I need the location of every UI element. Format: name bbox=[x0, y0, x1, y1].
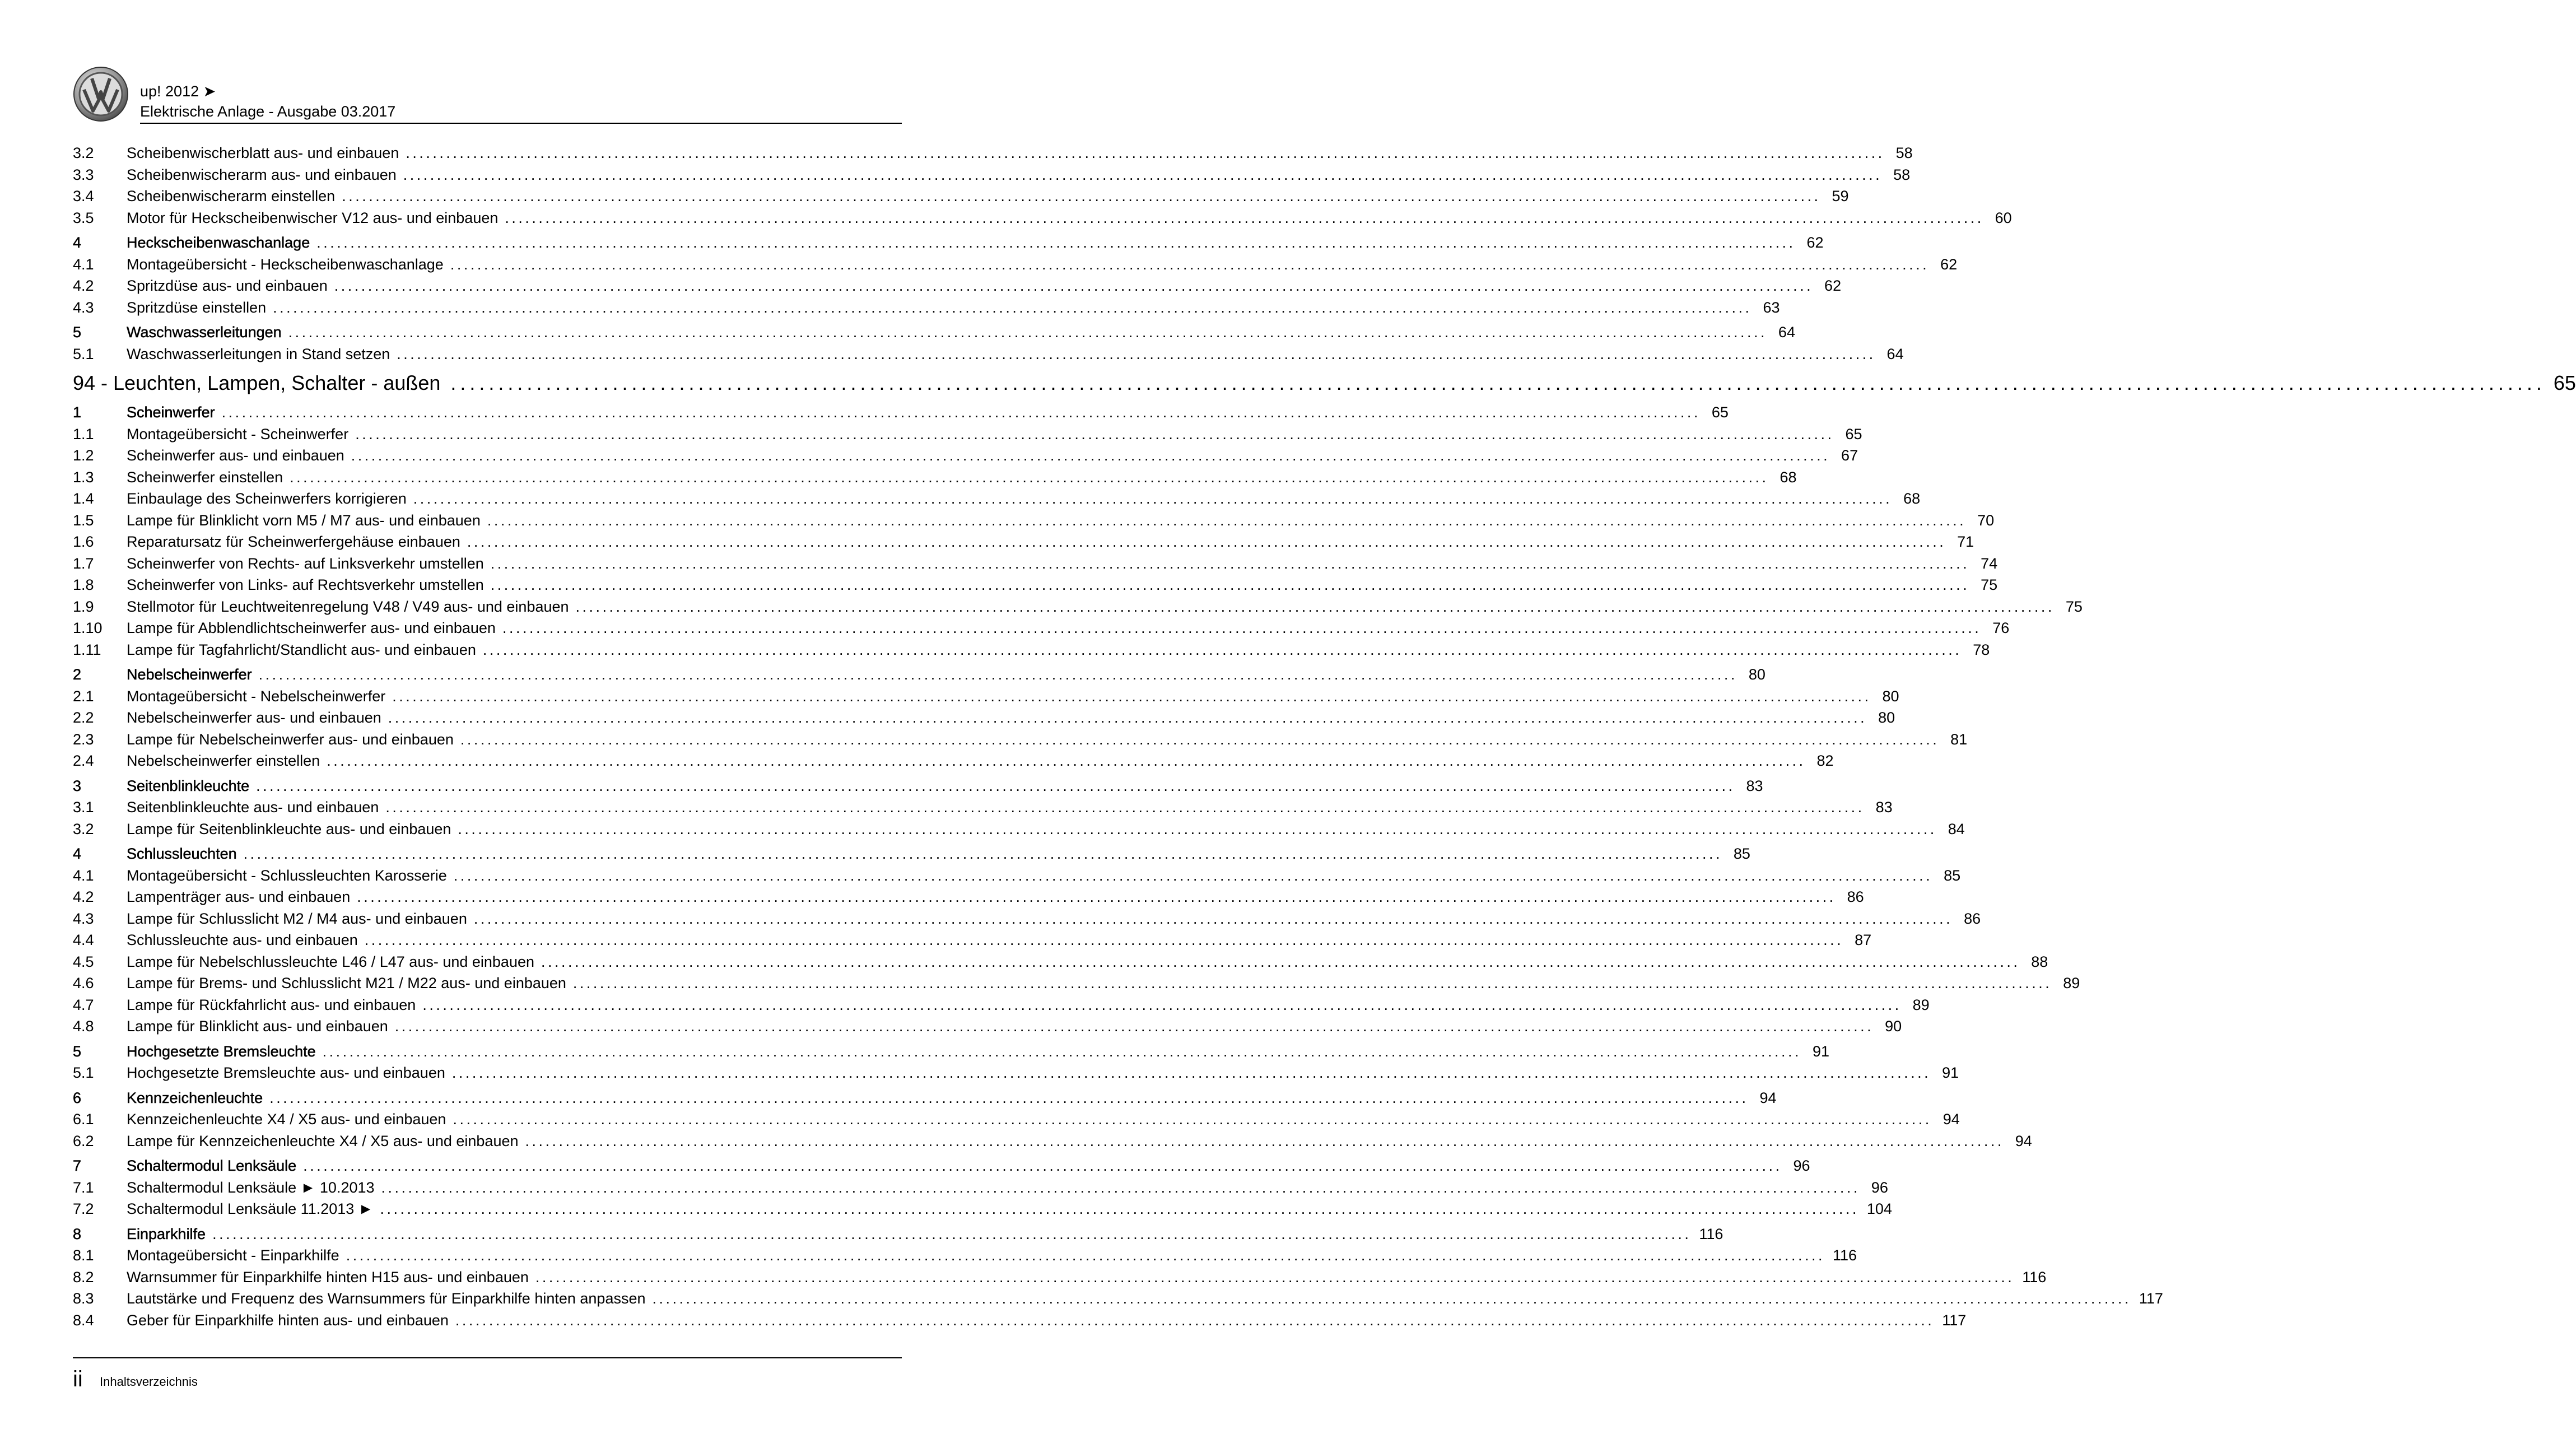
dot-leader: ............................................................................................................................................................................................................................ bbox=[273, 299, 1752, 316]
toc-entry[interactable] bbox=[73, 1268, 2047, 1291]
toc-entry-page: 85 bbox=[1944, 867, 1961, 884]
toc-entry-number: 6 bbox=[73, 1089, 82, 1106]
toc-entry-number: 8.2 bbox=[73, 1268, 94, 1286]
toc-entry-title: Lampe für Blinklicht aus- und einbauen bbox=[127, 1018, 388, 1035]
toc-entry-number: 4.5 bbox=[73, 953, 94, 970]
toc-entry-number: 4.2 bbox=[73, 277, 94, 294]
toc-entry-number: 5 bbox=[73, 1042, 82, 1060]
toc-entry-title: Hochgesetzte Bremsleuchte bbox=[127, 1042, 316, 1060]
dot-leader: ............................................................................................................................................................................................................................ bbox=[490, 555, 1970, 572]
toc-entry-page: 94 bbox=[1943, 1111, 1960, 1128]
toc-entry[interactable] bbox=[73, 996, 1930, 1018]
toc-entry-title: Heckscheibenwaschanlage bbox=[127, 234, 310, 251]
dot-leader: ............................................................................................................................................................................................................................ bbox=[406, 145, 1885, 161]
page-header bbox=[73, 66, 902, 122]
toc-entry[interactable] bbox=[73, 555, 1998, 577]
toc-entry[interactable] bbox=[73, 752, 1834, 774]
toc-entry-page: 117 bbox=[2139, 1290, 2163, 1307]
toc-entry-title: Scheibenwischerarm aus- und einbauen bbox=[127, 166, 397, 183]
toc-entry-title: Montageübersicht - Schlussleuchten Karosserie bbox=[127, 867, 447, 884]
dot-leader: ............................................................................................................................................................................................................................ bbox=[327, 752, 1806, 769]
toc-entry-title: Schlussleuchte aus- und einbauen bbox=[127, 932, 358, 948]
toc-entry[interactable] bbox=[73, 687, 1899, 710]
toc-entry[interactable] bbox=[73, 166, 1911, 188]
toc-entry[interactable] bbox=[73, 468, 1797, 491]
dot-leader: ............................................................................................................................................................................................................................ bbox=[490, 576, 1970, 593]
toc-entry-number: 5 bbox=[73, 324, 82, 341]
toc-entry-page: 91 bbox=[1942, 1064, 1959, 1081]
toc-entry[interactable] bbox=[73, 910, 1981, 932]
toc-entry-page: 64 bbox=[1886, 345, 1904, 362]
toc-entry-page: 62 bbox=[1806, 234, 1824, 251]
toc-section[interactable] bbox=[73, 324, 1795, 346]
toc-entry[interactable] bbox=[73, 447, 1858, 469]
toc-entry-title: Einbaulage des Scheinwerfers korrigieren bbox=[127, 490, 407, 507]
dot-leader: ............................................................................................................................................................................................................................ bbox=[450, 255, 1930, 273]
toc-entry-number: 1.10 bbox=[73, 620, 103, 636]
toc-section[interactable] bbox=[73, 1157, 1810, 1179]
dot-leader: ............................................................................................................................................................................................................................ bbox=[388, 709, 1867, 726]
toc-entry-number: 4 bbox=[73, 845, 82, 862]
toc-entry-page: 96 bbox=[1871, 1179, 1888, 1196]
toc-entry-title: Kennzeichenleuchte X4 / X5 aus- und einbauen bbox=[127, 1111, 446, 1128]
toc-entry[interactable] bbox=[73, 1179, 1888, 1201]
toc-entry[interactable] bbox=[73, 533, 1974, 555]
toc-entry-number: 2.3 bbox=[73, 730, 94, 748]
header-model: up! 2012 ➤ bbox=[140, 83, 216, 100]
toc-entry[interactable] bbox=[73, 799, 1893, 821]
toc-entry[interactable] bbox=[73, 641, 1990, 663]
toc-entry-title: Nebelscheinwerfer aus- und einbauen bbox=[127, 709, 381, 726]
toc-entry-number: 3.3 bbox=[73, 166, 94, 183]
toc-entry-number: 4.2 bbox=[73, 888, 94, 905]
toc-section[interactable] bbox=[73, 234, 1824, 256]
toc-entry-number: 3 bbox=[73, 777, 82, 794]
dot-leader: ............................................................................................................................................................................................................................ bbox=[453, 867, 1933, 884]
dot-leader: ............................................................................................................................................................................................................................ bbox=[392, 687, 1871, 705]
toc-entry[interactable] bbox=[73, 255, 1958, 278]
toc-entry-page: 59 bbox=[1832, 188, 1849, 204]
toc-entry-title: Waschwasserleitungen in Stand setzen bbox=[127, 345, 390, 362]
toc-entry[interactable] bbox=[73, 975, 2080, 997]
toc-entry-page: 116 bbox=[1699, 1225, 1723, 1242]
table-of-contents bbox=[73, 145, 2576, 1333]
toc-entry-title: Scheinwerfer bbox=[127, 404, 215, 421]
toc-section[interactable] bbox=[73, 1089, 1777, 1111]
dot-leader: ............................................................................................................................................................................................................................ bbox=[473, 910, 1953, 927]
toc-entry-page: 80 bbox=[1748, 666, 1766, 683]
toc-entry-page: 58 bbox=[1895, 145, 1913, 161]
toc-entry-number: 1.8 bbox=[73, 576, 94, 593]
toc-entry[interactable] bbox=[73, 1247, 1857, 1269]
toc-entry-page: 87 bbox=[1855, 932, 1872, 948]
toc-entry-number: 8 bbox=[73, 1225, 82, 1242]
toc-entry-title: Hochgesetzte Bremsleuchte aus- und einbauen bbox=[127, 1064, 445, 1081]
toc-entry-page: 67 bbox=[1841, 447, 1858, 464]
toc-entry-page: 94 bbox=[2015, 1132, 2032, 1149]
toc-entry-page: 83 bbox=[1875, 799, 1893, 816]
toc-section[interactable] bbox=[73, 845, 1750, 867]
toc-entry[interactable] bbox=[73, 425, 1862, 448]
toc-entry-title: Scheibenwischerarm einstellen bbox=[127, 188, 336, 204]
header-divider bbox=[140, 123, 902, 124]
dot-leader: ............................................................................................................................................................................................................................ bbox=[258, 666, 1737, 683]
toc-entry-number: 1.9 bbox=[73, 598, 94, 615]
dot-leader: ............................................................................................................................................................................................................................ bbox=[525, 1132, 2004, 1149]
toc-entry-title: Lampe für Tagfahrlicht/Standlicht aus- und einbauen bbox=[127, 641, 476, 658]
toc-entry-title: Schaltermodul Lenksäule bbox=[127, 1157, 297, 1174]
toc-entry-number: 4.1 bbox=[73, 255, 94, 273]
toc-entry[interactable] bbox=[73, 1311, 1967, 1334]
dot-leader: ............................................................................................................................................................................................................................ bbox=[364, 932, 1844, 948]
toc-entry-page: 80 bbox=[1878, 709, 1895, 726]
toc-entry-title: Lampe für Seitenblinkleuchte aus- und einbauen bbox=[127, 820, 451, 837]
toc-entry-title: Lampe für Blinklicht vorn M5 / M7 aus- und einbauen bbox=[127, 511, 481, 529]
dot-leader: ............................................................................................................................................................................................................................ bbox=[221, 404, 1701, 421]
footer-divider bbox=[73, 1357, 902, 1358]
dot-leader: ............................................................................................................................................................................................................................ bbox=[269, 1089, 1749, 1106]
toc-entry[interactable] bbox=[73, 490, 1921, 512]
toc-entry-number: 4.6 bbox=[73, 975, 94, 991]
dot-leader: ............................................................................................................................................................................................................................ bbox=[334, 277, 1814, 294]
toc-entry[interactable] bbox=[73, 1290, 2163, 1312]
toc-entry-title: Warnsummer für Einparkhilfe hinten H15 aus- und einbauen bbox=[127, 1268, 529, 1286]
toc-section[interactable] bbox=[73, 777, 1763, 799]
toc-entry-title: Montageübersicht - Einparkhilfe bbox=[127, 1247, 339, 1264]
toc-entry[interactable] bbox=[73, 1200, 1892, 1222]
dot-leader: ............................................................................................................................................................................................................................ bbox=[575, 598, 2055, 615]
toc-entry-number: 8.3 bbox=[73, 1290, 94, 1307]
dot-leader: ............................................................................................................................................................................................................................ bbox=[487, 511, 1967, 529]
toc-entry[interactable] bbox=[73, 1111, 1960, 1133]
toc-entry-page: 68 bbox=[1903, 490, 1921, 507]
dot-leader: ............................................................................................................................................................................................................................ bbox=[403, 166, 1883, 183]
toc-entry-number: 5.1 bbox=[73, 345, 94, 362]
toc-entry-page: 81 bbox=[1950, 730, 1968, 748]
toc-entry-number: 8.1 bbox=[73, 1247, 94, 1264]
toc-entry-number: 4.8 bbox=[73, 1018, 94, 1035]
toc-entry[interactable] bbox=[73, 576, 1998, 598]
toc-entry[interactable] bbox=[73, 345, 1904, 367]
toc-section[interactable] bbox=[73, 1042, 1829, 1065]
toc-entry-title: Spritzdüse einstellen bbox=[127, 299, 267, 316]
dot-leader: ............................................................................................................................................................................................................................ bbox=[303, 1157, 1782, 1174]
dot-leader: ............................................................................................................................................................................................................................ bbox=[357, 888, 1836, 905]
dot-leader: ............................................................................................................................................................................................................................ bbox=[535, 1268, 2015, 1286]
toc-entry-title: Lampenträger aus- und einbauen bbox=[127, 888, 351, 905]
toc-entry-page: 82 bbox=[1816, 752, 1834, 769]
toc-entry-title: Schlussleuchten bbox=[127, 845, 237, 862]
toc-entry-page: 74 bbox=[1981, 555, 1998, 572]
toc-entry-number: 1.11 bbox=[73, 641, 101, 658]
toc-entry-title: Scheinwerfer aus- und einbauen bbox=[127, 447, 344, 464]
toc-entry-title: Einparkhilfe bbox=[127, 1225, 206, 1242]
toc-entry[interactable] bbox=[73, 932, 1872, 953]
dot-leader: ............................................................................................................................................................................................................................ bbox=[346, 1247, 1825, 1264]
dot-leader: ............................................................................................................................................................................................................................ bbox=[394, 1018, 1874, 1035]
toc-entry-number: 7.1 bbox=[73, 1179, 94, 1196]
toc-entry-title: Montageübersicht - Scheinwerfer bbox=[127, 425, 349, 443]
dot-leader: ............................................................................................................................................................................................................................ bbox=[460, 730, 1940, 748]
toc-entry-number: 4.7 bbox=[73, 996, 94, 1013]
footer-page-number: ii bbox=[73, 1367, 83, 1391]
toc-entry-number: 7 bbox=[73, 1157, 82, 1174]
toc-entry-number: 1 bbox=[73, 404, 82, 421]
toc-entry-number: 8.4 bbox=[73, 1311, 94, 1329]
toc-entry-page: 91 bbox=[1812, 1042, 1829, 1060]
toc-entry-number: 4.1 bbox=[73, 867, 94, 884]
dot-leader: ............................................................................................................................................................................................................................ bbox=[458, 820, 1937, 837]
dot-leader: ............................................................................................................................................................................................................................ bbox=[322, 1042, 1801, 1060]
toc-entry-title: Lampe für Brems- und Schlusslicht M21 / M22 aus- und einbauen bbox=[127, 975, 566, 991]
toc-entry-page: 60 bbox=[1995, 209, 2012, 226]
dot-leader: ............................................................................................................................................................................................................................ bbox=[316, 234, 1796, 251]
dot-leader: ............................................................................................................................................................................................................................ bbox=[451, 1064, 1931, 1081]
vw-logo-icon bbox=[73, 66, 129, 122]
toc-entry-page: 68 bbox=[1780, 468, 1797, 486]
toc-entry-page: 80 bbox=[1882, 687, 1899, 705]
toc-entry-title: Montageübersicht - Nebelscheinwerfer bbox=[127, 687, 386, 705]
toc-entry-title: Lampe für Kennzeichenleuchte X4 / X5 aus- und einbauen bbox=[127, 1132, 519, 1149]
toc-entry-page: 75 bbox=[1981, 576, 1998, 593]
toc-entry-title: Kennzeichenleuchte bbox=[127, 1089, 263, 1106]
dot-leader: ............................................................................................................................................................................................................................ bbox=[413, 490, 1893, 507]
toc-entry-page: 64 bbox=[1778, 324, 1795, 341]
toc-entry-title: Seitenblinkleuchte aus- und einbauen bbox=[127, 799, 379, 816]
toc-section[interactable] bbox=[73, 404, 1729, 426]
toc-entry-number: 2.4 bbox=[73, 752, 94, 769]
toc-entry-number: 1.2 bbox=[73, 447, 94, 464]
dot-leader: ............................................................................................................................................................................................................................ bbox=[652, 1290, 2131, 1307]
toc-chapter[interactable] bbox=[73, 371, 2576, 401]
toc-entry-number: 6.1 bbox=[73, 1111, 94, 1128]
toc-entry[interactable] bbox=[73, 145, 1913, 166]
toc-entry-title: 94 - Leuchten, Lampen, Schalter - außen bbox=[73, 371, 441, 394]
dot-leader: ............................................................................................................................................................................................................................ bbox=[288, 324, 1767, 341]
toc-entry-title: Seitenblinkleuchte bbox=[127, 777, 250, 794]
toc-entry-title: Lampe für Nebelschlussleuchte L46 / L47 aus- und einbauen bbox=[127, 953, 534, 970]
toc-entry-page: 65 bbox=[2553, 371, 2576, 394]
toc-entry-page: 58 bbox=[1893, 166, 1911, 183]
dot-leader: ............................................................................................................................................................................................................................ bbox=[453, 1111, 1932, 1128]
toc-entry-number: 6.2 bbox=[73, 1132, 94, 1149]
toc-section[interactable] bbox=[73, 1225, 1723, 1247]
toc-entry-page: 96 bbox=[1793, 1157, 1810, 1174]
dot-leader: ............................................................................................................................................................................................................................ bbox=[502, 620, 1982, 636]
dot-leader: ............................................................................................................................................................................................................................ bbox=[381, 1179, 1860, 1196]
toc-entry-title: Geber für Einparkhilfe hinten aus- und einbauen bbox=[127, 1311, 449, 1329]
dot-leader: ............................................................................................................................................................................................................................ bbox=[243, 845, 1722, 862]
toc-entry-page: 83 bbox=[1746, 777, 1763, 794]
dot-leader: ............................................................................................................................................................................................................................ bbox=[422, 996, 1902, 1013]
toc-entry-number: 3.5 bbox=[73, 209, 94, 226]
toc-entry-page: 63 bbox=[1763, 299, 1780, 316]
dot-leader: ............................................................................................................................................................................................................................ bbox=[385, 799, 1865, 816]
toc-entry-title: Motor für Heckscheibenwischer V12 aus- und einbauen bbox=[127, 209, 499, 226]
dot-leader: ............................................................................................................................................................................................................................ bbox=[256, 777, 1735, 794]
toc-entry-number: 1.4 bbox=[73, 490, 94, 507]
toc-entry[interactable] bbox=[73, 953, 2048, 975]
dot-leader: ............................................................................................................................................................................................................................ bbox=[482, 641, 1962, 658]
toc-entry-title: Lautstärke und Frequenz des Warnsummers für Einparkhilfe hinten anpassen bbox=[127, 1290, 646, 1307]
toc-section[interactable] bbox=[73, 666, 1766, 688]
toc-entry-number: 2.1 bbox=[73, 687, 94, 705]
toc-entry-page: 78 bbox=[1973, 641, 1990, 658]
toc-entry-title: Lampe für Schlusslicht M2 / M4 aus- und einbauen bbox=[127, 910, 467, 927]
toc-entry-number: 1.6 bbox=[73, 533, 94, 550]
toc-entry-page: 62 bbox=[1940, 255, 1958, 273]
toc-entry-number: 4.3 bbox=[73, 910, 94, 927]
toc-entry-number: 1.7 bbox=[73, 555, 94, 572]
toc-entry[interactable] bbox=[73, 299, 1780, 321]
toc-entry-number: 1.1 bbox=[73, 425, 94, 443]
toc-entry-number: 3.2 bbox=[73, 145, 94, 161]
toc-entry-number: 4.3 bbox=[73, 299, 94, 316]
toc-entry-page: 84 bbox=[1948, 820, 1965, 837]
toc-entry-title: Lampe für Nebelscheinwerfer aus- und einbauen bbox=[127, 730, 454, 748]
toc-entry-page: 65 bbox=[1711, 404, 1729, 421]
toc-entry-page: 117 bbox=[1942, 1311, 1967, 1329]
toc-entry[interactable] bbox=[73, 730, 1968, 753]
toc-entry[interactable] bbox=[73, 1064, 1959, 1086]
toc-entry-number: 1.3 bbox=[73, 468, 94, 486]
toc-entry-title: Schaltermodul Lenksäule 11.2013 ► bbox=[127, 1200, 374, 1217]
toc-entry-number: 7.2 bbox=[73, 1200, 94, 1217]
toc-entry[interactable] bbox=[73, 511, 1995, 534]
toc-entry-number: 1.5 bbox=[73, 511, 94, 529]
toc-entry-page: 90 bbox=[1885, 1018, 1902, 1035]
toc-entry-page: 89 bbox=[2063, 975, 2080, 991]
toc-entry[interactable] bbox=[73, 1018, 1902, 1040]
toc-entry-title: Scheinwerfer von Rechts- auf Linksverkehr umstellen bbox=[127, 555, 484, 572]
toc-entry[interactable] bbox=[73, 820, 1965, 842]
dot-leader: ............................................................................................................................................................................................................................ bbox=[505, 209, 1984, 226]
dot-leader: ............................................................................................................................................................................................................................ bbox=[351, 447, 1830, 464]
dot-leader: ............................................................................................................................................................................................................................ bbox=[572, 975, 2052, 991]
toc-entry-page: 76 bbox=[1992, 620, 2010, 636]
dot-leader: ............................................................................................................................................................................................................................ bbox=[541, 953, 2020, 970]
toc-entry[interactable] bbox=[73, 277, 1842, 299]
toc-entry-title: Scheibenwischerblatt aus- und einbauen bbox=[127, 145, 399, 161]
toc-entry-page: 71 bbox=[1957, 533, 1974, 550]
toc-entry[interactable] bbox=[73, 709, 1895, 731]
toc-entry-page: 116 bbox=[2022, 1268, 2047, 1286]
toc-entry-title: Reparatursatz für Scheinwerfergehäuse einbauen bbox=[127, 533, 460, 550]
toc-entry-title: Spritzdüse aus- und einbauen bbox=[127, 277, 328, 294]
toc-entry-number: 5.1 bbox=[73, 1064, 94, 1081]
dot-leader: ............................................................................................................................................................................................................................ bbox=[355, 425, 1834, 443]
dot-leader: ............................................................................................................................................................................................................................ bbox=[342, 188, 1821, 204]
toc-entry[interactable] bbox=[73, 888, 1864, 910]
toc-entry-title: Scheinwerfer von Links- auf Rechtsverkehr umstellen bbox=[127, 576, 484, 593]
toc-entry-title: Montageübersicht - Heckscheibenwaschanlage bbox=[127, 255, 444, 273]
toc-entry-title: Stellmotor für Leuchtweitenregelung V48 / V49 aus- und einbauen bbox=[127, 598, 569, 615]
dot-leader: ............................................................................................................................................................................................................................ bbox=[455, 1311, 1935, 1329]
toc-entry[interactable] bbox=[73, 1132, 2032, 1154]
toc-entry-title: Schaltermodul Lenksäule ► 10.2013 bbox=[127, 1179, 375, 1196]
dot-leader: ............................................................................................................................................................................................................................ bbox=[397, 345, 1876, 362]
toc-entry-number: 3.1 bbox=[73, 799, 94, 816]
toc-entry[interactable] bbox=[73, 598, 2083, 620]
toc-entry-page: 94 bbox=[1759, 1089, 1777, 1106]
toc-entry-title: Nebelscheinwerfer bbox=[127, 666, 252, 683]
toc-entry-number: 3.2 bbox=[73, 820, 94, 837]
toc-entry-number: 2 bbox=[73, 666, 82, 683]
toc-entry[interactable] bbox=[73, 188, 1849, 209]
toc-entry[interactable] bbox=[73, 867, 1961, 889]
dot-leader: ............................................................................................................................................................................................................................ bbox=[290, 468, 1769, 486]
toc-entry-number: 3.4 bbox=[73, 188, 94, 204]
toc-entry-page: 65 bbox=[1845, 425, 1862, 443]
toc-entry[interactable] bbox=[73, 209, 2012, 231]
dot-leader: ............................................................................................................................................................................................................................ bbox=[212, 1225, 1692, 1242]
toc-entry-title: Nebelscheinwerfer einstellen bbox=[127, 752, 320, 769]
toc-entry-title: Lampe für Abblendlichtscheinwerfer aus- und einbauen bbox=[127, 620, 496, 636]
toc-entry-page: 70 bbox=[1977, 511, 1995, 529]
toc-entry-page: 75 bbox=[2065, 598, 2083, 615]
footer-section-label: Inhaltsverzeichnis bbox=[100, 1375, 198, 1389]
toc-entry-page: 85 bbox=[1733, 845, 1750, 862]
toc-entry-number: 4.4 bbox=[73, 932, 94, 948]
toc-entry-title: Lampe für Rückfahrlicht aus- und einbauen bbox=[127, 996, 416, 1013]
toc-entry-page: 104 bbox=[1866, 1200, 1892, 1217]
toc-entry-number: 2.2 bbox=[73, 709, 94, 726]
toc-entry-page: 116 bbox=[1833, 1247, 1857, 1264]
toc-entry[interactable] bbox=[73, 620, 2010, 641]
toc-entry-page: 89 bbox=[1912, 996, 1930, 1013]
dot-leader: ............................................................................................................................................................................................................................ bbox=[380, 1200, 1859, 1217]
toc-entry-number: 4 bbox=[73, 234, 82, 251]
dot-leader: ............................................................................................................................................................................................................................ bbox=[467, 533, 1946, 550]
toc-entry-title: Scheinwerfer einstellen bbox=[127, 468, 283, 486]
toc-entry-page: 62 bbox=[1824, 277, 1842, 294]
toc-entry-title: Waschwasserleitungen bbox=[127, 324, 282, 341]
toc-entry-page: 88 bbox=[2031, 953, 2048, 970]
toc-entry-page: 86 bbox=[1964, 910, 1981, 927]
toc-entry-page: 86 bbox=[1847, 888, 1864, 905]
header-edition: Elektrische Anlage - Ausgabe 03.2017 bbox=[140, 103, 396, 120]
dot-leader: ............................................................................................................................................................................................................................ bbox=[450, 371, 2546, 394]
